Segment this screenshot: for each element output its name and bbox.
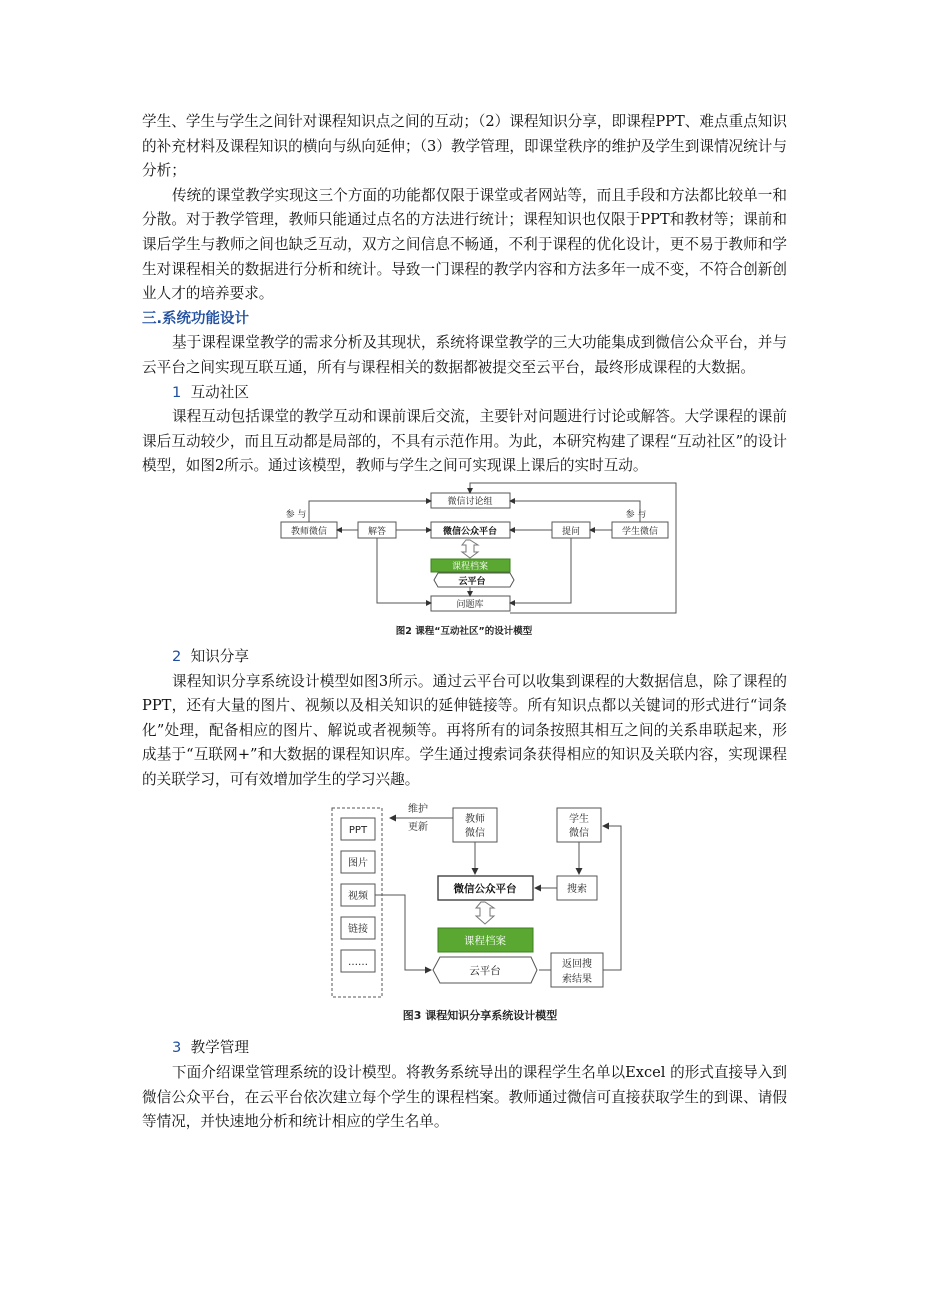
paragraph-2: 传统的课堂教学实现这三个方面的功能都仅限于课堂或者网站等，而且手段和方法都比较单一和分散。对于教学管理，教师只能通过点名的方法进行统计；课程知识也仅限于PPT和教材等；课前和课后学生与教师之间也缺乏互动，双方之间信息不畅通，不利于课程的优化设计，更不易于教师和学生对课程相关的数据进行分析和统计。导致一门课程的教学内容和方法多年一成不变，不符合创新创业人才的培养要求。 (142, 186, 787, 303)
resource-video-label: 视频 (348, 891, 368, 903)
archive-label: 课程档案 (464, 935, 506, 948)
student-label: 学生微信 (621, 526, 659, 537)
result-label-2: 索结果 (562, 974, 592, 986)
paragraph-1: 学生、学生与学生之间针对课程知识点之间的互动；（2）课程知识分享，即课程PPT、难点重点知识的补充材料及课程知识的横向与纵向延伸；（3）教学管理，即课堂秩序的维护及学生到课情况统计与分析； (142, 113, 787, 180)
subheading-2-title: 知识分享 (190, 647, 249, 665)
subheading-2 (142, 645, 787, 670)
teacher-label: 教师微信 (290, 526, 328, 537)
resource-link-label: 链接 (348, 924, 368, 936)
platform-label: 微信公众平台 (442, 526, 498, 537)
archive-label: 课程档案 (451, 561, 489, 572)
teacher-label-1: 教师 (465, 814, 485, 826)
answer-label: 解答 (367, 526, 387, 537)
cloud-label: 云平台 (469, 965, 501, 978)
subheading-2-number: 2 (172, 647, 182, 665)
canyu-right-label: 参 与 (625, 509, 647, 520)
double-arrow-icon (462, 540, 478, 558)
student-label-1: 学生 (569, 814, 589, 826)
figure-2-caption: 图2 课程“互动社区”的设计模型 (395, 625, 533, 637)
subheading-3 (142, 1036, 787, 1061)
platform-label: 微信公众平台 (453, 883, 517, 896)
cloud-label: 云平台 (458, 576, 486, 587)
subheading-1-title: 互动社区 (190, 383, 249, 401)
question-label: 提问 (561, 526, 581, 537)
paragraph-4: 课程互动包括课堂的教学互动和课前课后交流，主要针对问题进行讨论或解答。大学课程的课前课后互动较少，而且互动都是局部的，不具有示范作用。为此，本研究构建了课程“互动社区”的设计模型，如图2所示。通过该模型，教师与学生之间可实现课上课后的实时互动。 (142, 408, 787, 475)
qbank-label: 问题库 (456, 599, 484, 610)
figure-3-caption: 图3 课程知识分享系统设计模型 (402, 1009, 558, 1023)
canyu-left-label: 参 与 (285, 509, 307, 520)
search-label: 搜索 (567, 884, 587, 896)
subheading-3-title: 教学管理 (190, 1039, 249, 1057)
paragraph-6: 下面介绍课堂管理系统的设计模型。将教务系统导出的课程学生名单以Excel 的形式直接导入到微信公众平台，在云平台依次建立每个学生的课程档案。教师通过微信可直接获取学生的到课、请假等情况，并快速地分析和统计相应的学生名单。 (142, 1064, 787, 1131)
figure-2-diagram (142, 479, 787, 645)
figure-3-diagram (142, 798, 787, 1036)
figure-2 (142, 479, 787, 645)
result-label-1: 返回搜 (562, 959, 592, 971)
subheading-1 (142, 381, 787, 406)
subheading-1-number: 1 (172, 383, 182, 401)
subheading-3-number: 3 (172, 1039, 182, 1057)
resource-image-label: 图片 (348, 858, 368, 870)
paragraph-3: 基于课程课堂教学的需求分析及其现状，系统将课堂教学的三大功能集成到微信公众平台，并与云平台之间实现互联互通，所有与课程相关的数据都被提交至云平台，最终形成课程的大数据。 (142, 334, 787, 376)
figure-3 (142, 798, 787, 1036)
resource-more-label: …… (348, 957, 368, 969)
maintain-label-2: 更新 (408, 822, 428, 834)
teacher-label-2: 微信 (465, 828, 485, 840)
section-heading: 三.系统功能设计 (142, 310, 250, 327)
resource-ppt-label: PPT (348, 825, 368, 837)
maintain-label-1: 维护 (408, 804, 428, 816)
paragraph-5: 课程知识分享系统设计模型如图3所示。通过云平台可以收集到课程的大数据信息，除了课程的PPT，还有大量的图片、视频以及相关知识的延伸链接等。所有知识点都以关键词的形式进行“词条化”处理，配备相应的图片、解说或者视频等。再将所有的词条按照其相互之间的关系串联起来，形成基于“互联网+”和大数据的课程知识库。学生通过搜索词条获得相应的知识及关联内容，实现课程的关联学习，可有效增加学生的学习兴趣。 (142, 672, 787, 788)
document-page (142, 110, 787, 1135)
double-arrow-icon (476, 902, 494, 924)
discussion-label: 微信讨论组 (447, 496, 493, 507)
student-label-2: 微信 (569, 828, 589, 840)
